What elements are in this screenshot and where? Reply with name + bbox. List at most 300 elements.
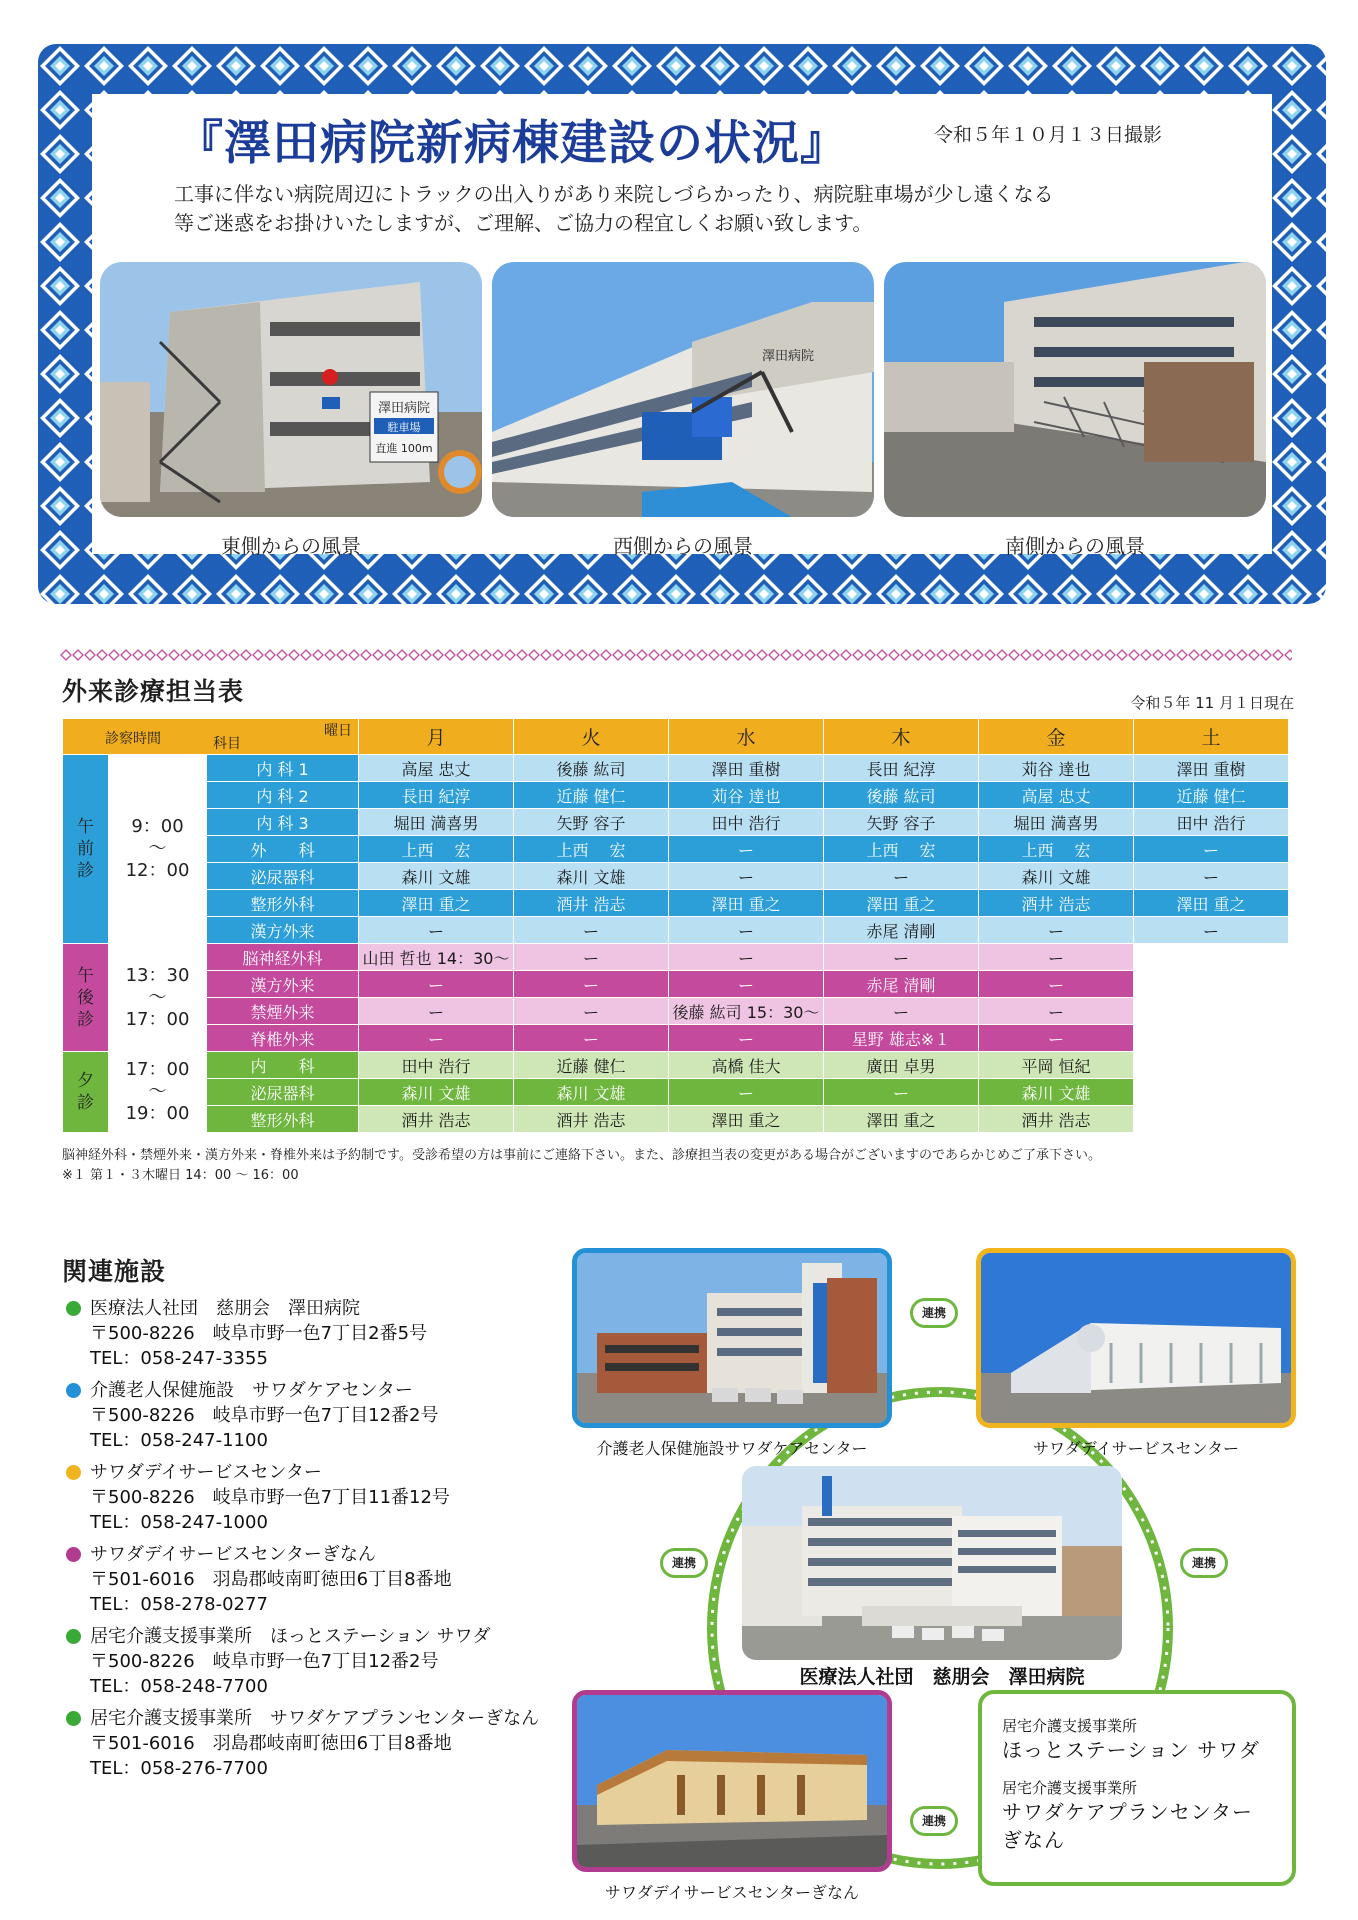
facility-address: 〒500-8226 岐阜市野一色7丁目12番2号 (90, 1651, 439, 1672)
support-name: サワダケアプランセンターぎなん (1002, 1800, 1253, 1852)
divider-diamond (565, 650, 575, 660)
doctor-cell: 廣田 卓男 (824, 1052, 979, 1079)
divider-diamond (85, 650, 95, 660)
facility-item (66, 1296, 546, 1371)
divider-diamond (265, 650, 275, 660)
divider-diamond (985, 650, 995, 660)
sign-hospital: 澤田病院 (377, 401, 431, 416)
doctor-cell: ー (669, 917, 824, 944)
divider-diamond (541, 650, 551, 660)
divider-diamond (889, 650, 899, 660)
header-corner (63, 719, 359, 755)
doctor-cell: ー (359, 1025, 514, 1052)
link-badge: 連携 (910, 1806, 958, 1836)
divider-diamond (961, 650, 971, 660)
facility-list (66, 1296, 546, 1788)
divider-diamond (733, 650, 743, 660)
dept-cell: 禁煙外来 (207, 998, 359, 1025)
period-label (63, 755, 109, 944)
divider-diamond (577, 650, 587, 660)
period-char: 後 (77, 987, 94, 1008)
facility-name: 医療法人社団 慈朋会 澤田病院 (90, 1298, 360, 1319)
dept-cell: 泌尿器科 (207, 1079, 359, 1106)
divider-diamond (517, 650, 527, 660)
doctor-cell: 酒井 浩志 (514, 890, 669, 917)
schedule-row (63, 998, 1289, 1025)
facility-address: 〒501-6016 羽島郡岐南町徳田6丁目8番地 (90, 1569, 452, 1590)
empty-cell (1134, 971, 1289, 998)
sign-distance: 直進 100m (375, 442, 433, 455)
divider-diamond (409, 650, 419, 660)
photo-day-center (976, 1248, 1296, 1428)
doctor-cell: 森川 文雄 (359, 1079, 514, 1106)
divider-diamond (373, 650, 383, 660)
support-label: 居宅介護支援事業所 (1002, 1717, 1138, 1735)
divider-diamond (613, 650, 623, 660)
period-char: 午 (77, 817, 94, 837)
schedule-row (63, 971, 1289, 998)
period-label (63, 944, 109, 1052)
period-time (109, 944, 207, 1052)
schedule-table (62, 718, 1289, 1133)
doctor-cell: 高橋 佳大 (669, 1052, 824, 1079)
facility-name: サワダデイサービスセンターぎなん (90, 1544, 376, 1565)
caption-hospital: 医療法人社団 慈朋会 澤田病院 (782, 1662, 1102, 1689)
divider-diamond (313, 650, 323, 660)
facility-item (66, 1378, 546, 1453)
schedule-notes (62, 1146, 1101, 1186)
doctor-cell: ー (824, 1079, 979, 1106)
facility-item (66, 1460, 546, 1535)
facility-tel: TEL：058-247-1100 (90, 1430, 268, 1451)
facility-name-row (66, 1378, 546, 1403)
empty-cell (1134, 1025, 1289, 1052)
doctor-cell: 澤田 重樹 (669, 755, 824, 782)
facility-name: サワダデイサービスセンター (90, 1462, 322, 1483)
doctor-cell: 酒井 浩志 (979, 1106, 1134, 1133)
divider-diamond (193, 650, 203, 660)
divider-diamond (745, 650, 755, 660)
divider-diamond (397, 650, 407, 660)
day-mon: 月 (359, 719, 514, 755)
doctor-cell: 上西 宏 (514, 836, 669, 863)
divider-diamond (553, 650, 563, 660)
facility-name-row (66, 1296, 546, 1321)
period-char: 診 (77, 861, 94, 881)
period-char: 午 (77, 965, 94, 986)
divider-diamond (445, 650, 455, 660)
schedule-row (63, 1052, 1289, 1079)
doctor-cell: ー (359, 917, 514, 944)
schedule-row (63, 836, 1289, 863)
doctor-cell: ー (669, 1079, 824, 1106)
divider-diamond (325, 650, 335, 660)
link-badge: 連携 (910, 1298, 958, 1328)
doctor-cell: ー (824, 944, 979, 971)
doctor-cell: 澤田 重之 (824, 1106, 979, 1133)
doctor-cell: ー (1134, 836, 1289, 863)
divider-diamond (925, 650, 935, 660)
doctor-cell: 田中 浩行 (1134, 809, 1289, 836)
divider-diamond (421, 650, 431, 660)
doctor-cell: 森川 文雄 (979, 1079, 1134, 1106)
day-tue: 火 (514, 719, 669, 755)
doctor-cell: 田中 浩行 (359, 1052, 514, 1079)
period-time (109, 755, 207, 944)
divider-diamond (301, 650, 311, 660)
divider-diamond (805, 650, 815, 660)
doctor-cell: 澤田 重樹 (1134, 755, 1289, 782)
schedule-row (63, 1079, 1289, 1106)
note-footnote: ※１ 第１・３木曜日 14：00 〜 16：00 (62, 1168, 299, 1183)
divider-diamond (853, 650, 863, 660)
facility-name-row (66, 1460, 546, 1485)
sign-hospital: 澤田病院 (762, 349, 815, 364)
divider-diamond (277, 650, 287, 660)
divider-diamond (757, 650, 767, 660)
divider-diamond (457, 650, 467, 660)
doctor-cell: 矢野 容子 (514, 809, 669, 836)
divider-diamond (673, 650, 683, 660)
sign-parking: 駐車場 (387, 421, 421, 434)
divider-diamond (157, 650, 167, 660)
facility-address: 〒501-6016 羽島郡岐南町徳田6丁目8番地 (90, 1733, 452, 1754)
caption-care-center: 介護老人保健施設サワダケアセンター (596, 1439, 868, 1458)
divider-diamond (589, 650, 599, 660)
schedule-header-row (63, 719, 1289, 755)
divider-diamond (217, 650, 227, 660)
dept-cell: 漢方外来 (207, 971, 359, 998)
doctor-cell: ー (669, 944, 824, 971)
schedule-row (63, 890, 1289, 917)
schedule-row (63, 755, 1289, 782)
time-text: 12：00 (125, 860, 190, 881)
time-text: 〜 (148, 986, 167, 1008)
doctor-cell: 近藤 健仁 (1134, 782, 1289, 809)
facility-name: 居宅介護支援事業所 サワダケアプランセンターぎなん (90, 1708, 540, 1729)
divider-diamond (1093, 650, 1103, 660)
divider-diamond (1285, 650, 1292, 660)
care-support-box (978, 1690, 1296, 1886)
divider-diamond (841, 650, 851, 660)
divider-diamond (1045, 650, 1055, 660)
bullet-dot-icon (66, 1547, 81, 1562)
divider-diamond (289, 650, 299, 660)
doctor-cell: 苅谷 達也 (669, 782, 824, 809)
doctor-cell: 森川 文雄 (979, 863, 1134, 890)
doctor-cell: ー (669, 836, 824, 863)
schedule-row (63, 917, 1289, 944)
schedule-row (63, 863, 1289, 890)
divider-diamond (241, 650, 251, 660)
news-body-line: 工事に伴ない病院周辺にトラックの出入りがあり来院しづらかったり、病院駐車場が少し遠くなる (174, 182, 1054, 206)
divider-diamond (1081, 650, 1091, 660)
doctor-cell: 上西 宏 (359, 836, 514, 863)
divider-diamond (505, 650, 515, 660)
doctor-cell: 赤尾 清剛 (824, 971, 979, 998)
dept-cell: 内 科 2 (207, 782, 359, 809)
divider-diamond (1189, 650, 1199, 660)
day-sat: 土 (1134, 719, 1289, 755)
news-content (100, 102, 1264, 558)
doctor-cell: ー (669, 1025, 824, 1052)
caption-day-ginan: サワダデイサービスセンターぎなん (604, 1883, 860, 1902)
divider-diamond (949, 650, 959, 660)
dept-cell: 漢方外来 (207, 917, 359, 944)
divider-diamond (913, 650, 923, 660)
day-fri: 金 (979, 719, 1134, 755)
facility-tel: TEL：058-248-7700 (90, 1676, 268, 1697)
divider-diamond (1141, 650, 1151, 660)
facility-tel: TEL：058-247-3355 (90, 1348, 268, 1369)
caption-day-center: サワダデイサービスセンター (1032, 1439, 1240, 1458)
divider-diamond (169, 650, 179, 660)
empty-cell (1134, 1079, 1289, 1106)
divider-diamond (697, 650, 707, 660)
doctor-cell: ー (359, 998, 514, 1025)
schedule-as-of: 令和５年 11 月１日現在 (1130, 694, 1294, 712)
divider-diamond (1153, 650, 1163, 660)
divider-diamond (1033, 650, 1043, 660)
divider-diamond (649, 650, 659, 660)
divider-diamond (493, 650, 503, 660)
divider-diamond (529, 650, 539, 660)
divider-diamond (877, 650, 887, 660)
photo-caption: 西側からの風景 (613, 534, 753, 558)
facility-tel: TEL：058-247-1000 (90, 1512, 268, 1533)
divider-diamond (349, 650, 359, 660)
divider-diamond (61, 650, 71, 660)
doctor-cell: 後藤 紘司 15：30〜 (669, 998, 824, 1025)
bullet-dot-icon (66, 1383, 81, 1398)
period-char: 診 (77, 1093, 94, 1113)
facility-address: 〒500-8226 岐阜市野一色7丁目2番5号 (90, 1323, 428, 1344)
divider-diamond (1129, 650, 1139, 660)
empty-cell (1134, 1052, 1289, 1079)
doctor-cell: ー (669, 863, 824, 890)
divider-diamond (937, 650, 947, 660)
doctor-cell: 澤田 重之 (824, 890, 979, 917)
doctor-cell: ー (669, 971, 824, 998)
divider-diamond (637, 650, 647, 660)
facility-item (66, 1542, 546, 1617)
doctor-cell: 苅谷 達也 (979, 755, 1134, 782)
doctor-cell: 澤田 重之 (669, 1106, 824, 1133)
divider-diamond (781, 650, 791, 660)
photo-day-ginan (572, 1690, 892, 1872)
divider-diamond (481, 650, 491, 660)
doctor-cell: 後藤 紘司 (824, 782, 979, 809)
dept-cell: 脳神経外科 (207, 944, 359, 971)
dept-cell: 内 科 (207, 1052, 359, 1079)
divider-diamond (865, 650, 875, 660)
doctor-cell: 上西 宏 (824, 836, 979, 863)
facility-tel: TEL：058-278-0277 (90, 1594, 268, 1615)
doctor-cell: ー (979, 998, 1134, 1025)
facility-diagram (560, 1248, 1312, 1908)
facility-name-row (66, 1706, 546, 1731)
doctor-cell: ー (1134, 863, 1289, 890)
divider-diamond (829, 650, 839, 660)
doctor-cell: ー (514, 944, 669, 971)
photo-west (492, 262, 874, 517)
divider-diamond (817, 650, 827, 660)
dept-cell: 泌尿器科 (207, 863, 359, 890)
doctor-cell: 森川 文雄 (514, 863, 669, 890)
doctor-cell: ー (979, 1025, 1134, 1052)
divider-diamond (1213, 650, 1223, 660)
doctor-cell: 後藤 紘司 (514, 755, 669, 782)
link-badge: 連携 (660, 1548, 708, 1578)
period-time (109, 1052, 207, 1133)
photo-caption: 南側からの風景 (1005, 534, 1145, 558)
doctor-cell: 上西 宏 (979, 836, 1134, 863)
divider-diamond (385, 650, 395, 660)
divider-diamond (253, 650, 263, 660)
period-label (63, 1052, 109, 1133)
doctor-cell: 長田 紀淳 (824, 755, 979, 782)
dept-cell: 内 科 1 (207, 755, 359, 782)
divider-diamond (1009, 650, 1019, 660)
facility-name: 居宅介護支援事業所 ほっとステーション サワダ (90, 1626, 491, 1647)
doctor-cell: 堀田 満喜男 (979, 809, 1134, 836)
facility-item (66, 1624, 546, 1699)
divider-diamond (793, 650, 803, 660)
divider-diamond (1021, 650, 1031, 660)
schedule-row (63, 782, 1289, 809)
schedule-row (63, 1025, 1289, 1052)
photo-hospital (742, 1466, 1122, 1660)
news-body (174, 180, 1054, 238)
divider-diamond (433, 650, 443, 660)
divider-diamond (973, 650, 983, 660)
divider-diamond (1249, 650, 1259, 660)
divider-diamond (685, 650, 695, 660)
time-text: 17：00 (125, 1008, 190, 1030)
schedule-title: 外来診療担当表 (62, 677, 245, 706)
dept-cell: 整形外科 (207, 890, 359, 917)
time-text: 9：00 (131, 816, 184, 837)
divider-diamond (721, 650, 731, 660)
empty-cell (1134, 1106, 1289, 1133)
empty-cell (1134, 998, 1289, 1025)
divider-diamond (205, 650, 215, 660)
divider-diamond (901, 650, 911, 660)
divider-diamond (121, 650, 131, 660)
bullet-dot-icon (66, 1711, 81, 1726)
divider-diamond (97, 650, 107, 660)
facility-tel: TEL：058-276-7700 (90, 1758, 268, 1779)
dept-header: 科目 (213, 736, 241, 752)
facility-name: 介護老人保健施設 サワダケアセンター (90, 1380, 413, 1401)
note-reservation: 脳神経外科・禁煙外来・漢方外来・脊椎外来は予約制です。受診希望の方は事前にご連絡下さい。また、診療担当表の変更がある場合がございますのであらかじめご了承下さい。 (62, 1148, 1101, 1163)
doctor-cell: ー (359, 971, 514, 998)
doctor-cell: ー (514, 998, 669, 1025)
divider-diamond (661, 650, 671, 660)
schedule-row (63, 944, 1289, 971)
doctor-cell: 森川 文雄 (514, 1079, 669, 1106)
doctor-cell: ー (514, 1025, 669, 1052)
dept-cell: 脊椎外来 (207, 1025, 359, 1052)
doctor-cell: 矢野 容子 (824, 809, 979, 836)
facility-address: 〒500-8226 岐阜市野一色7丁目12番2号 (90, 1405, 439, 1426)
doctor-cell: 近藤 健仁 (514, 782, 669, 809)
photo-care-center (572, 1248, 892, 1428)
doctor-cell: ー (514, 971, 669, 998)
doctor-cell: 田中 浩行 (669, 809, 824, 836)
doctor-cell: 長田 紀淳 (359, 782, 514, 809)
divider-diamond (1261, 650, 1271, 660)
bullet-dot-icon (66, 1301, 81, 1316)
doctor-cell: 平岡 恒紀 (979, 1052, 1134, 1079)
time-text: 〜 (148, 1081, 167, 1102)
time-text: 19：00 (125, 1103, 190, 1124)
doctor-cell: 澤田 重之 (359, 890, 514, 917)
doctor-cell: 山田 哲也 14：30〜 (359, 944, 514, 971)
divider-diamond (1057, 650, 1067, 660)
divider-diamond (1237, 650, 1247, 660)
period-char: 前 (77, 839, 94, 859)
support-label: 居宅介護支援事業所 (1002, 1779, 1138, 1797)
photo-date: 令和５年１０月１３日撮影 (934, 124, 1163, 146)
divider-diamond (133, 650, 143, 660)
photo-south (884, 262, 1266, 517)
facility-item (66, 1706, 546, 1781)
period-char: 夕 (77, 1071, 94, 1091)
doctor-cell: 堀田 満喜男 (359, 809, 514, 836)
divider-diamond (1225, 650, 1235, 660)
day-thu: 木 (824, 719, 979, 755)
time-text: 〜 (148, 838, 167, 859)
news-body-line: 等ご迷惑をお掛けいたしますが、ご理解、ご協力の程宜しくお願い致します。 (174, 211, 873, 235)
dept-cell: 整形外科 (207, 1106, 359, 1133)
divider-diamond (229, 650, 239, 660)
divider-diamond (109, 650, 119, 660)
divider-diamond (1165, 650, 1175, 660)
facility-address: 〒500-8226 岐阜市野一色7丁目11番12号 (90, 1487, 450, 1508)
news-frame (38, 44, 1326, 604)
doctor-cell: ー (979, 971, 1134, 998)
doctor-cell: 森川 文雄 (359, 863, 514, 890)
news-title: 『澤田病院新病棟建設の状況』 (176, 116, 848, 171)
time-text: 17：00 (125, 1059, 190, 1080)
doctor-cell: ー (514, 917, 669, 944)
time-header: 診察時間 (105, 731, 161, 747)
divider-diamond (1105, 650, 1115, 660)
doctor-cell: ー (979, 944, 1134, 971)
doctor-cell: 高屋 忠丈 (979, 782, 1134, 809)
doctor-cell: 酒井 浩志 (514, 1106, 669, 1133)
support-name: ほっとステーション サワダ (1002, 1738, 1260, 1762)
day-header: 曜日 (324, 723, 352, 739)
divider-diamond (361, 650, 371, 660)
divider-diamond (1177, 650, 1187, 660)
doctor-cell: ー (824, 998, 979, 1025)
divider-diamond (769, 650, 779, 660)
doctor-cell: ー (1134, 917, 1289, 944)
doctor-cell: 星野 雄志※１ (824, 1025, 979, 1052)
facilities-title: 関連施設 (62, 1257, 167, 1286)
divider-diamond (625, 650, 635, 660)
divider-diamond (1069, 650, 1079, 660)
doctor-cell: 澤田 重之 (1134, 890, 1289, 917)
divider-diamond (601, 650, 611, 660)
doctor-cell: ー (824, 863, 979, 890)
day-wed: 水 (669, 719, 824, 755)
empty-cell (1134, 944, 1289, 971)
doctor-cell: 澤田 重之 (669, 890, 824, 917)
time-text: 13：30 (125, 964, 190, 986)
